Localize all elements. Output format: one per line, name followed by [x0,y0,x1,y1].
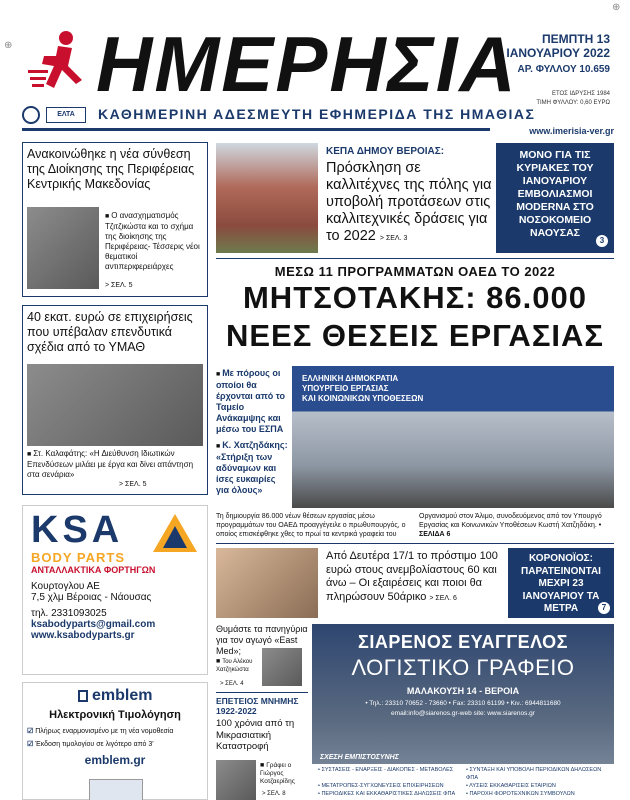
memory-ref[interactable]: > ΣΕΛ. 8 [262,791,286,797]
koronos-box[interactable] [508,548,614,618]
ksa-web[interactable]: www.ksabodyparts.gr [31,630,135,641]
photo-kepa-building [216,143,318,253]
benefit-headline[interactable] [326,550,502,605]
story-ymath-caption: ■ Στ. Καλαφάτης: «Η Διεύθυνση Ιδιωτικών Επενδύσεων μιλάει με έργα και δίνει απάντηση στα σενάρια» [27,449,203,480]
photo-sign-3: ΚΑΙ ΚΟΙΝΩΝΙΚΩΝ ΥΠΟΘΕΣΕΩΝ [302,394,424,403]
moderna-text: ΜΟΝΟ ΓΙΑ ΤΙΣ ΚΥΡΙΑΚΕΣ ΤΟΥ ΙΑΝΟΥΑΡΙΟΥ ΕΜΒΟΛΙΑΣΜΟΙ MODERNA ΣΤΟ ΝΟΣΟΚΟΜΕΙΟ ΝΑΟΥΣΑΣ [516,149,594,239]
siarenos-service-6: • ΠΑΡΟΧΗ ΦΟΡΟΤΕΧΝΙΚΩΝ ΣΥΜΒΟΥΛΩΝ [466,791,575,797]
memory-kicker: ΕΠΕΤΕΙΟΣ ΜΝΗΜΗΣ 1922-2022 [216,696,299,716]
column-ref[interactable]: > ΣΕΛ. 4 [220,681,244,687]
ksa-address: 7,5 χλμ Βέροιας - Νάουσας [31,592,152,603]
memory-text[interactable]: 100 χρόνια από τη Μικρασιατική Καταστροφή [216,718,295,752]
lead-bullet-2: ■ Κ. Χατζηδάκης: «Στήριξη των αδύναμων και ίσες ευκαιρίες για όλους» [216,440,288,496]
registration-mark-right: ⊕ [612,2,621,13]
kepa-kicker: ΚΕΠΑ ΔΗΜΟΥ ΒΕΡΟΙΑΣ: [326,146,445,157]
issue-month-year: ΙΑΝΟΥΑΡΙΟΥ 2022 [506,46,610,60]
siarenos-contacts: • Τηλ.: 23310 70652 - 73660 • Fax: 23310 61199 • Κιν.: 6944811680 [365,700,561,707]
siarenos-service-2: • ΣΥΝΤΑΞΗ ΚΑΙ ΥΠΟΒΟΛΗ ΠΕΡΙΟΔΙΚΩΝ ΔΗΛΩΣΕΩΝ ΦΠΑ [466,767,602,781]
koronos-text: ΚΟΡΟΝΟΪΟΣ: ΠΑΡΑΤΕΙΝΟΝΤΑΙ ΜΕΧΡΙ 23 ΙΑΝΟΥΑΡΙΟΥ ΤΑ ΜΕΤΡΑ [521,553,601,614]
siarenos-service-5: • ΠΕΡΙΟΔΙΚΕΣ ΚΑΙ ΕΚΚΑΘΑΡΙΣΤΙΚΕΣ ΔΗΛΩΣΕΙΣ ΦΠΑ [318,791,456,797]
ksa-phone: τηλ. 2331093025 [31,608,107,619]
moderna-box[interactable] [496,143,614,253]
check-icon: ☑ [27,728,36,736]
ksa-logo: KSA [31,509,124,551]
story-ymath-box [22,305,208,495]
lead-headline-line2[interactable]: ΝΕΕΣ ΘΕΣΕΙΣ ΕΡΓΑΣΙΑΣ [225,318,605,353]
siarenos-service-1: • ΣΥΣΤΑΣΕΙΣ - ΕΝΑΡΞΕΙΣ - ΔΙΑΚΟΠΕΣ - ΜΕΤΑΒΟΛΕΣ [318,767,454,773]
siarenos-email[interactable]: email:info@siarenos.gr-web site: www.siarenos.gr [391,710,535,717]
benefit-headline-text: Από Δευτέρα 17/1 το πρόστιμο 100 ευρώ στους ανεμβολίαστους 60 και άνω – Οι εξαιρέσεις και ποιοι θα πληρώσουν 50άρικο [326,550,498,603]
photo-tzitzikostas [27,207,99,289]
emblem-logo-icon [78,690,88,702]
ksa-sub: BODY PARTS [31,550,126,565]
story-ymath-headline[interactable]: 40 εκατ. ευρώ σε επιχειρήσεις που υπέβαλαν επενδυτικά σχέδια από το ΥΜΑΘ [27,310,193,354]
lead-body [216,512,614,539]
emblem-web[interactable]: emblem.gr [84,753,146,768]
ksa-company: Κουρτογλου ΑΕ [31,581,100,592]
story-region-ref[interactable]: > ΣΕΛ. 5 [105,282,133,289]
siarenos-name: ΣΙΑΡΕΝΟΣ ΕΥΑΓΓΕΛΟΣ [358,632,568,652]
siarenos-title: ΛΟΓΙΣΤΙΚΟ ΓΡΑΦΕΙΟ [351,655,575,680]
siarenos-service-4: • ΛΥΣΕΙΣ ΕΚΚΑΘΑΡΙΣΕΙΣ ΕΤΑΙΡΙΩΝ [466,783,556,789]
ksa-triangle-icon [153,514,197,552]
issue-day: ΠΕΜΠΤΗ 13 [541,32,610,46]
issue-number: ΑΡ. ΦΥΛΛΟΥ 10.659 [517,64,610,75]
siarenos-label: ΣΧΕΣΗ ΕΜΠΙΣΤΟΣΥΝΗΣ [320,754,399,761]
emblem-title: Ηλεκτρονική Τιμολόγηση [49,709,181,722]
photo-author-kotzaeridis [216,760,256,800]
photo-sign-1: ΕΛΛΗΝΙΚΗ ΔΗΜΟΚΡΑΤΙΑ [302,374,399,383]
story-region-box [22,142,208,297]
runner-logo-icon [28,30,90,96]
website-link[interactable]: www.imerisia-ver.gr [529,126,614,136]
siarenos-address: ΜΑΛΑΚΟΥΣΗ 14 - ΒΕΡΟΙΑ [406,686,520,696]
check-icon: ☑ [27,741,36,749]
masthead-tagline: ΚΑΘΗΜΕΡΙΝΗ ΑΔΕΣΜΕΥΤΗ ΕΦΗΜΕΡΙΔΑ ΤΗΣ ΗΜΑΘΙΑΣ [98,106,536,122]
memory-author: ■ Γράφει ο Γιώργος Κοτζαερίδης [260,762,308,786]
elta-badge [46,107,86,123]
photo-author-chatzikostas [262,648,302,686]
story-region-headline[interactable]: Ανακοινώθηκε η νέα σύνθεση της Διοίκησης της Περιφέρειας Κεντρικής Μακεδονίας [27,147,195,191]
kepa-ref[interactable]: > ΣΕΛ. 3 [379,235,408,242]
benefit-ref[interactable]: > ΣΕΛ. 6 [429,594,457,602]
ad-ksa[interactable] [22,505,208,675]
emblem-check-1: Πλήρως εναρμονισμένο με τη νέα νομοθεσία [35,728,174,736]
siarenos-services [312,764,614,800]
masthead-title: ΗΜΕΡΗΣΙΑ [96,20,518,108]
photo-ministry-meeting [292,366,614,508]
story-region-caption: ■ Ο ανασχηματισμός Τζιτζικώστα και το σχήμα της διοίκησης της Περιφέρειας- Τέσσερις νέοι θεματικοί αντιπεριφερειάρχες [105,211,203,272]
ksa-desc: ΑΝΤΑΛΛΑΚΤΙΚΑ ΦΟΡΤΗΓΩΝ [31,565,156,575]
photo-kalafatis-meeting [27,364,203,446]
kepa-headline[interactable] [326,160,492,247]
founded-year: ΕΤΟΣ ΙΔΡΥΣΗΣ 1984 [551,91,610,97]
koronos-page-num: 7 [598,602,610,614]
lead-rule [216,543,614,544]
emblem-logo: emblem [91,687,153,704]
seal-icon [22,106,40,124]
column-rule [216,692,308,693]
photo-pension-hands [216,548,318,618]
photo-sign-2: ΥΠΟΥΡΓΕΙΟ ΕΡΓΑΣΙΑΣ [302,384,389,393]
ksa-email[interactable]: ksabodyparts@gmail.com [31,619,156,630]
ad-siarenos[interactable] [312,624,614,800]
lead-kicker: ΜΕΣΩ 11 ΠΡΟΓΡΑΜΜΑΤΩΝ ΟΑΕΔ ΤΟ 2022 [274,264,556,279]
emblem-screen-icon [89,779,143,800]
lead-bullet-1: ■ Με πόρους οι οποίοι θα έρχονται από το Ταμείο Ανάκαμψης και μέσω του ΕΣΠΑ [216,368,288,435]
story-ymath-ref[interactable]: > ΣΕΛ. 5 [119,481,147,488]
column-text[interactable]: Θυμάστε τα πανηγύρια για τον αγωγό «East Med»; [216,624,308,656]
elta-label: ΕΛΤΑ [57,111,75,118]
moderna-page-num: 3 [596,235,608,247]
lead-body-text: Τη δημιουργία 86.000 νέων θέσεων εργασίας μέσω προγραμμάτων του ΟΑΕΔ προαγγέγειλε ο πρωθυπουργός, ο οποίος επισκέφθηκε χθες το πρωί τα κεντρικά γραφεία του Οργανισμού στον Άλιμο, συνοδευόμενος από τον Υπουργό Εργασίας και Κοινωνικών Υποθέσεων Κωστή Χατζηδάκη. [216,513,602,538]
top-rule [216,258,614,259]
ad-emblem[interactable] [22,682,208,800]
kepa-headline-text: Πρόσκληση σε καλλιτέχνες της πόλης για υποβολή προτάσεων στις καλλιτεχνικές δράσεις για το 2022 [326,160,492,244]
lead-ref[interactable]: • ΣΕΛΙΔΑ 6 [419,522,602,538]
column-author: ■ Του Αλέκου Χατζηκώστα [216,658,262,674]
emblem-check-2: Έκδοση τιμολογίου σε λιγότερο από 3' [35,741,154,749]
siarenos-service-3: • ΜΕΤΑΤΡΟΠΕΣ-ΣΥΓΧΩΝΕΥΣΕΙΣ ΕΠΙΧΕΙΡΗΣΕΩΝ [318,783,444,789]
registration-mark-left: ⊕ [4,40,13,51]
issue-price: ΤΙΜΗ ΦΥΛΛΟΥ: 0,60 ΕΥΡΩ [536,100,610,106]
masthead-rule [22,128,490,131]
lead-headline-line1[interactable]: ΜΗΤΣΟΤΑΚΗΣ: 86.000 [242,280,587,315]
